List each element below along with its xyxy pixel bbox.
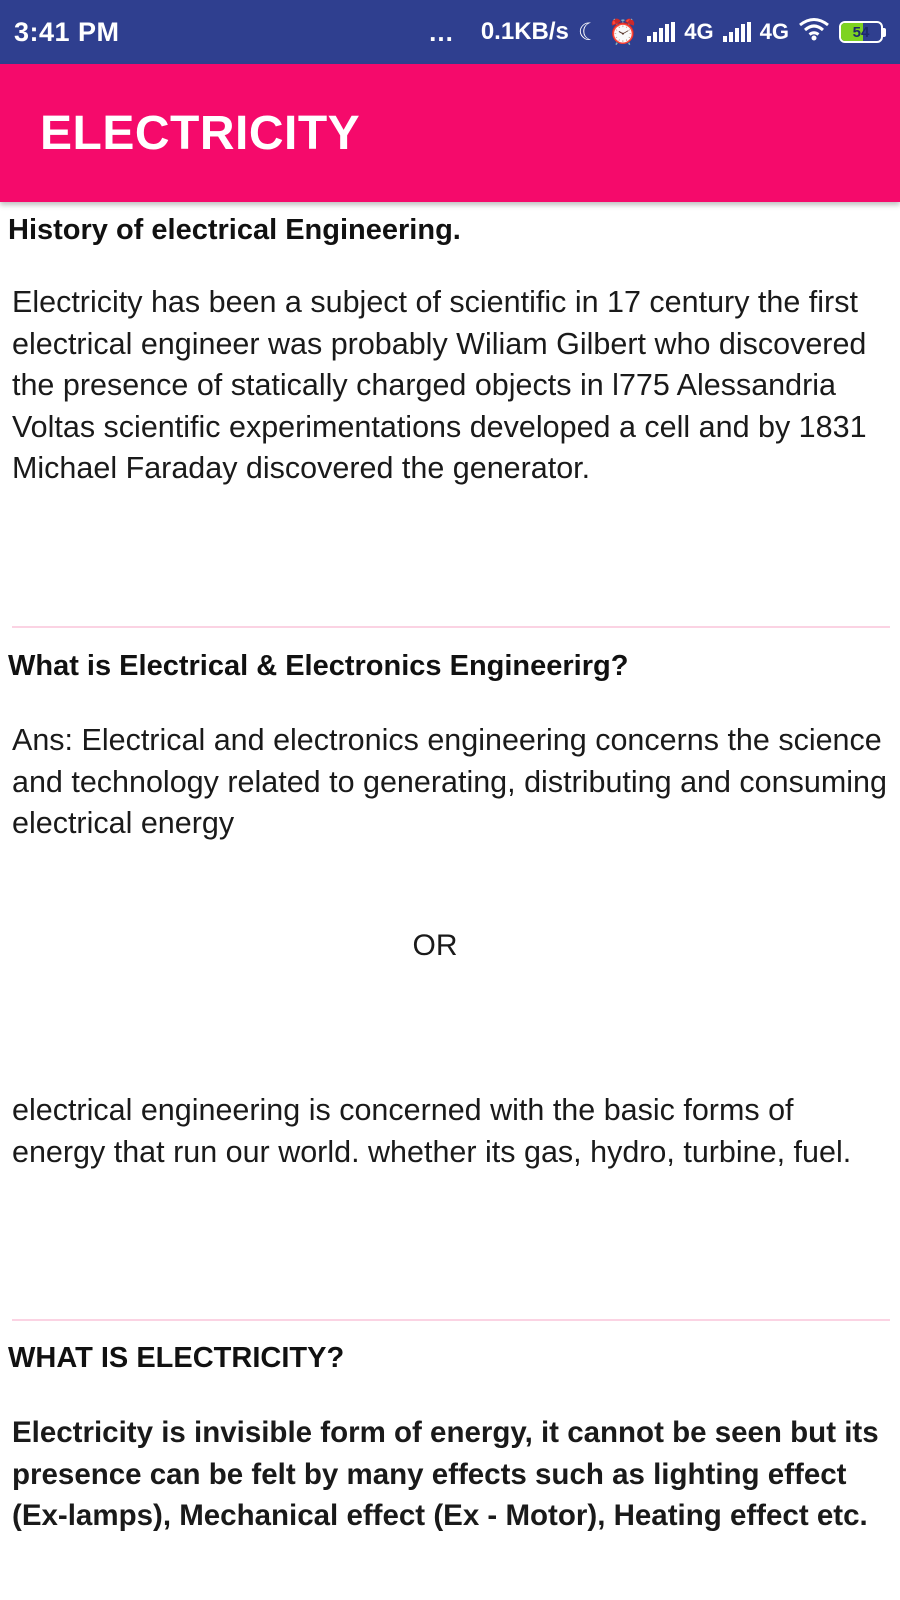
section-heading-history: History of electrical Engineering. [8, 214, 461, 246]
signal-strength-icon [647, 22, 675, 42]
signal-strength-icon [723, 22, 751, 42]
section-paragraph-history: Electricity has been a subject of scientific in 17 century the first electrical engineer was probably Wiliam Gilbert who discovered the presence of statically charged objects in l775 Alessandria Voltas scientific experimentations developed a cell and by 1831 Michael Faraday discovered the generator. [12, 285, 867, 485]
section-heading-eee: What is Electrical & Electronics Engineerirg? [8, 650, 629, 682]
section-divider [12, 626, 890, 628]
app-bar [0, 64, 900, 202]
moon-icon: ☾ [577, 18, 600, 46]
section-paragraph-eee-alt: electrical engineering is concerned with the basic forms of energy that run our world. whether its gas, hydro, turbine, fuel. [12, 1093, 852, 1169]
network-speed: 0.1KB/s [480, 18, 569, 45]
wifi-icon [798, 17, 830, 48]
status-time: 3:41 PM [14, 16, 120, 47]
network-type-label: 4G [684, 19, 714, 44]
network-type-label: 4G [759, 19, 789, 44]
status-bar [0, 0, 900, 64]
alarm-icon: ⏰ [608, 18, 639, 46]
more-notifications-icon: ... [429, 16, 454, 47]
battery-level: 54 [852, 23, 870, 41]
section-paragraph-eee-answer: Ans: Electrical and electronics engineering concerns the science and technology related to generating, distributing and consuming electrical energy [12, 723, 887, 840]
status-icons [429, 17, 886, 48]
section-heading-electricity: WHAT IS ELECTRICITY? [8, 1342, 345, 1374]
app-title: ELECTRICITY [40, 106, 361, 160]
or-separator-text: OR [412, 929, 458, 962]
section-divider [12, 1319, 890, 1321]
section-paragraph-electricity: Electricity is invisible form of energy, it cannot be seen but its presence can be felt by many effects such as lighting effect (Ex-lamps), Mechanical effect (Ex - Motor), Heating effect etc. [12, 1416, 879, 1532]
battery-icon [839, 21, 886, 43]
